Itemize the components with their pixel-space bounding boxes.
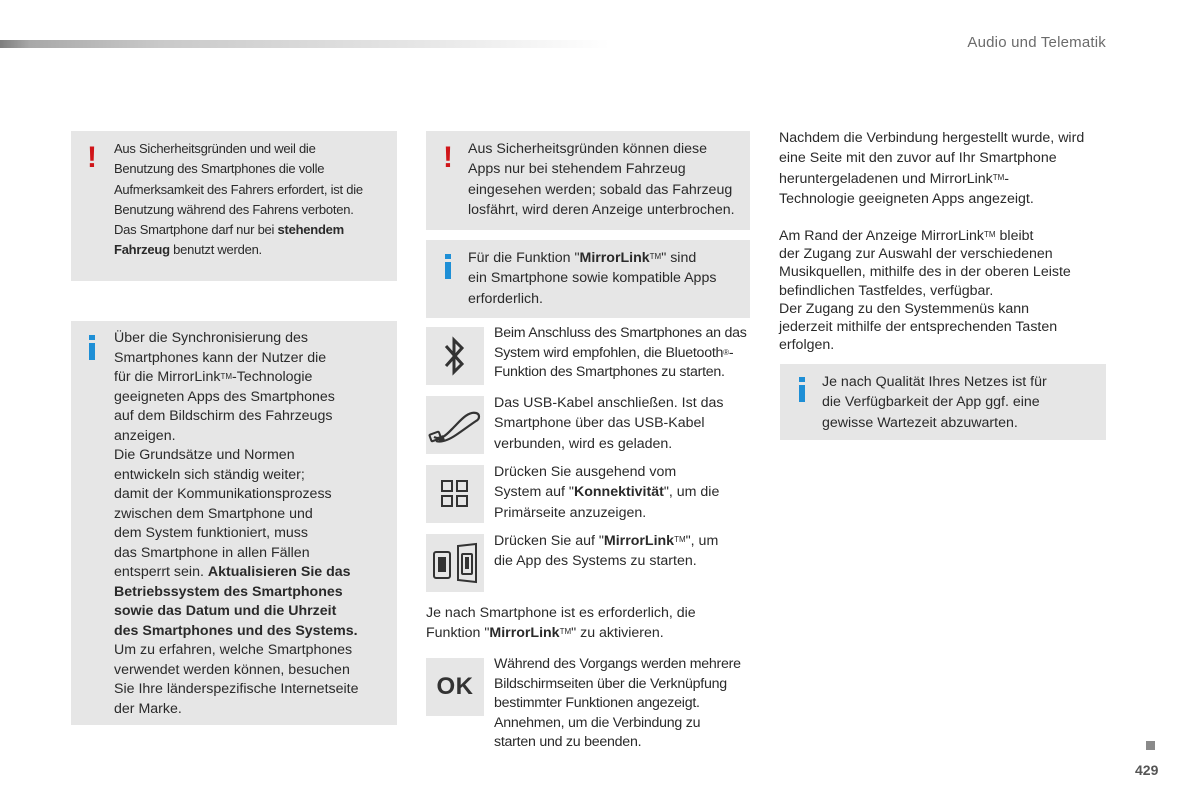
info-text: Je nach Qualität Ihres Netzes ist für die Verfügbarkeit der App ggf. eine gewisse Wartezeit abzuwarten. (822, 374, 1047, 431)
bluetooth-icon (440, 334, 470, 378)
warning-box-safety (71, 131, 397, 281)
info-text: Für die Funktion "MirrorLink™" sind ein Smartphone sowie kompatible Apps erforderlich. (468, 250, 717, 307)
info-text: Über die Synchronisierung des Smartphones kann der Nutzer die für die MirrorLink™-Technologie geeigneten Apps des Smartphones auf dem Bildschirm des Fahrzeugs anzeigen. Die Grundsätze und Normen entwickeln sich ständig weiter; damit der Kommunikationsprozess zwischen dem Smartphone und dem System funktioniert, muss das Smartphone in allen Fällen entsperrt sein. Aktualisieren Sie das Betriebssystem des Smartphones sowie das Datum und die Uhrzeit des Smartphones und des Systems. Um zu erfahren, welche Smartphones verwendet werden können, besuchen Sie Ihre länderspezifische Internetseite der Marke. (114, 330, 359, 717)
ok-icon: OK (436, 673, 474, 700)
usb-cable-icon (428, 403, 482, 447)
connectivity-icon-box (426, 465, 484, 523)
note-activate-mirrorlink: Je nach Smartphone ist es erforderlich, die Funktion "MirrorLink™" zu aktivieren. (426, 605, 696, 642)
info-box-synchronisation (71, 321, 397, 725)
info-box-network-quality (780, 364, 1106, 440)
bluetooth-icon-box (426, 327, 484, 385)
warning-icon: ! (87, 141, 97, 174)
paragraph-mirrorlink-edge: Am Rand der Anzeige MirrorLink™ bleibt der Zugang zur Auswahl der verschiedenen Musikquellen, mithilfe des in der oberen Leiste befindlichen Tastfeldes, verfügbar. Der Zugang zu den Systemmenüs kann jederzeit mithilfe der entsprechenden Tasten erfolgen. (779, 228, 1071, 354)
step-bluetooth-text: Beim Anschluss des Smartphones an das System wird empfohlen, die Bluetooth®- Funktion des Smartphones zu starten. (494, 325, 747, 381)
grid-menu-icon (440, 479, 470, 509)
page-number: 429 (1135, 762, 1159, 778)
ok-icon-box (426, 658, 484, 716)
step-usb-text: Das USB-Kabel anschließen. Ist das Smartphone über das USB-Kabel verbunden, wird es geladen. (494, 395, 724, 452)
warning-text: Aus Sicherheitsgründen und weil die Benutzung des Smartphones die volle Aufmerksamkeit des Fahrers erfordert, ist die Benutzung während des Fahrens verboten. Das Smartphone darf nur bei stehendem Fahrzeug benutzt werden. (114, 141, 363, 258)
usb-cable-icon-box (426, 396, 484, 454)
warning-text: Aus Sicherheitsgründen können diese Apps nur bei stehendem Fahrzeug eingesehen werden; sobald das Fahrzeug losfährt, wird deren Anzeige unterbrochen. (468, 141, 735, 218)
step-mirrorlink-text: Drücken Sie auf "MirrorLink™", um die App des Systems zu starten. (494, 533, 719, 570)
mirrorlink-icon (432, 542, 478, 584)
info-box-requirements (426, 240, 750, 318)
header-gradient-bar (0, 40, 610, 48)
step-ok-text: Während des Vorgangs werden mehrere Bildschirmseiten über die Verknüpfung bestimmter Funktionen angezeigt. Annehmen, um die Verbindung zu starten und zu beenden. (494, 656, 741, 751)
section-title: Audio und Telematik (967, 34, 1106, 51)
paragraph-connection-established: Nachdem die Verbindung hergestellt wurde, wird eine Seite mit den zuvor auf Ihr Smartphone heruntergeladenen und MirrorLink™- Technologie geeigneten Apps angezeigt. (779, 130, 1085, 207)
warning-icon: ! (443, 141, 453, 174)
page-marker-square (1146, 741, 1155, 750)
mirrorlink-icon-box (426, 534, 484, 592)
warning-box-apps (426, 131, 750, 230)
step-connectivity-text: Drücken Sie ausgehend vom System auf "Konnektivität", um die Primärseite anzuzeigen. (494, 464, 720, 521)
